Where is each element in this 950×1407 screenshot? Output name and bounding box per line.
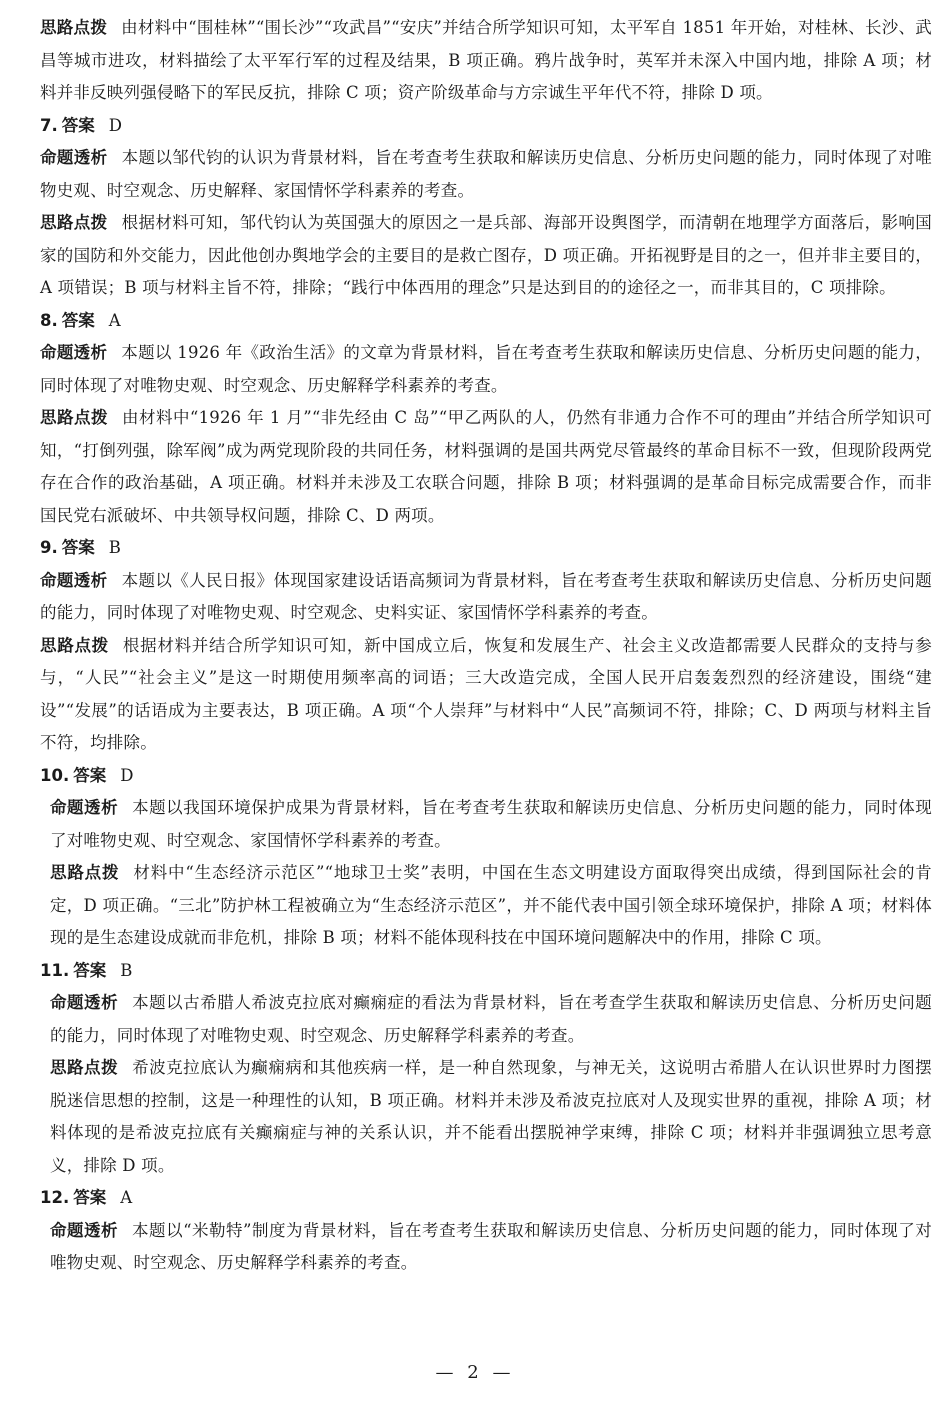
analysis-label: 命题透析 [50, 798, 119, 817]
question-number: 12. [40, 1188, 70, 1207]
answer-value: B [108, 538, 121, 557]
thinking-text: 由材料中“1926 年 1 月”“非先经由 C 岛”“甲乙两队的人，仍然有非通力合作不可的理由”并结合所学知识可知，“打倒列强，除军阀”成为两党现阶段的共同任务，材料强调的是国共两党尽管最终的革命目标不一致，但现阶段两党存在合作的政治基础，A 项正确。材料并未涉及工农联合问题，排除 B 项；材料强调的是革命目标完成需要合作，而非国民党右派破坏、中共领导权问题，排除 C、D 两项。 [40, 408, 932, 525]
analysis-label: 命题透析 [50, 993, 119, 1012]
thinking-label: 思路点拨 [40, 408, 108, 427]
thinking-text: 希波克拉底认为癫痫病和其他疾病一样，是一种自然现象，与神无关，这说明古希腊人在认识世界时力图摆脱迷信思想的控制，这是一种理性的认知，B 项正确。材料并未涉及希波克拉底对人及现实世界的重视，排除 A 项；材料体现的是希波克拉底有关癫痫症与神的关系认识，并不能看出摆脱神学束缚，排除 C 项；材料并非强调独立思考意义，排除 D 项。 [50, 1058, 932, 1175]
question-9-header [40, 532, 932, 565]
analysis-text: 本题以我国环境保护成果为背景材料，旨在考查考生获取和解读历史信息、分析历史问题的能力，同时体现了对唯物史观、时空观念、家国情怀学科素养的考查。 [50, 798, 932, 850]
thinking-text: 根据材料并结合所学知识可知，新中国成立后，恢复和发展生产、社会主义改造都需要人民群众的支持与参与，“人民”“社会主义”是这一时期使用频率高的词语；三大改造完成，全国人民开启轰轰烈烈的经济建设，围绕“建设”“发展”的话语成为主要表达，B 项正确。A 项“个人崇拜”与材料中“人民”高频词不符，排除；C、D 两项与材料主旨不符，均排除。 [40, 635, 932, 752]
question-9-thinking [40, 630, 932, 760]
question-number: 11. [40, 960, 70, 980]
thinking-text: 材料中“生态经济示范区”“地球卫士奖”表明，中国在生态文明建设方面取得突出成绩，得到国际社会的肯定，D 项正确。“三北”防护林工程被确立为“生态经济示范区”，并不能代表中国引领全球环境保护，排除 A 项；材料体现的是生态建设成就而非危机，排除 B 项；材料不能体现科技在中国环境问题解决中的作用，排除 C 项。 [50, 863, 932, 947]
analysis-text: 本题以邹代钧的认识为背景材料，旨在考查考生获取和解读历史信息、分析历史问题的能力，同时体现了对唯物史观、时空观念、历史解释、家国情怀学科素养的考查。 [40, 148, 932, 200]
answer-label: 答案 [61, 115, 95, 135]
analysis-label: 命题透析 [40, 570, 108, 590]
thinking-text: 根据材料可知，邹代钧认为英国强大的原因之一是兵部、海部开设舆图学，而清朝在地理学方面落后，影响国家的国防和外交能力，因此他创办舆地学会的主要目的是救亡图存，D 项正确。开拓视野是目的之一，但并非主要目的，A 项错误；B 项与材料主旨不符，排除；“践行中体西用的理念”只是达到目的的途径之一，而非其目的，C 项排除。 [40, 213, 932, 297]
analysis-text: 本题以 1926 年《政治生活》的文章为背景材料，旨在考查考生获取和解读历史信息、分析历史问题的能力，同时体现了对唯物史观、时空观念、历史解释学科素养的考查。 [40, 343, 932, 395]
analysis-text: 本题以古希腊人希波克拉底对癫痫症的看法为背景材料，旨在考查学生获取和解读历史信息、分析历史问题的能力，同时体现了对唯物史观、时空观念、历史解释学科素养的考查。 [50, 993, 932, 1045]
question-10-header [40, 760, 932, 793]
answer-label: 答案 [73, 960, 107, 980]
question-8-header [40, 305, 932, 338]
intro-thinking [40, 12, 932, 110]
thinking-label: 思路点拨 [50, 863, 120, 882]
answer-label: 答案 [73, 1188, 107, 1207]
analysis-label: 命题透析 [50, 1220, 119, 1240]
answer-value: D [108, 115, 122, 135]
question-7-thinking [40, 207, 932, 305]
answer-label: 答案 [61, 538, 95, 557]
question-12-header [40, 1182, 932, 1215]
analysis-label: 命题透析 [40, 148, 108, 167]
question-7-analysis [40, 142, 932, 207]
question-number: 9. [40, 538, 58, 557]
page-number: — 2 — [435, 1362, 515, 1383]
question-11-analysis [40, 987, 932, 1052]
thinking-label: 思路点拨 [40, 213, 108, 232]
question-10-analysis [40, 792, 932, 857]
answer-value: A [108, 310, 121, 330]
thinking-label: 思路点拨 [40, 18, 108, 37]
question-number: 8. [40, 310, 58, 330]
question-10-thinking [40, 857, 932, 955]
question-number: 7. [40, 115, 58, 135]
thinking-label: 思路点拨 [50, 1058, 119, 1077]
answer-label: 答案 [73, 765, 107, 785]
question-8-analysis [40, 337, 932, 402]
answer-label: 答案 [61, 310, 95, 330]
thinking-label: 思路点拨 [40, 635, 109, 655]
intro-thinking-text: 由材料中“围桂林”“围长沙”“攻武昌”“安庆”并结合所学知识可知，太平军自 1851 年开始，对桂林、长沙、武昌等城市进攻，材料描绘了太平军行军的过程及结果，B 项正确。鸦片战争时，英军并未深入中国内地，排除 A 项；材料并非反映列强侵略下的军民反抗，排除 C 项；资产阶级革命与方宗诚生平年代不符，排除 D 项。 [40, 18, 932, 102]
analysis-label: 命题透析 [40, 343, 108, 362]
question-12-analysis [40, 1215, 932, 1280]
question-11-header [40, 955, 932, 988]
answer-value: D [120, 765, 134, 785]
question-8-thinking [40, 402, 932, 532]
answer-value: B [120, 960, 133, 980]
question-9-analysis [40, 565, 932, 630]
question-7-header [40, 110, 932, 143]
answer-value: A [120, 1188, 133, 1207]
analysis-text: 本题以“米勒特”制度为背景材料，旨在考查考生获取和解读历史信息、分析历史问题的能力，同时体现了对唯物史观、时空观念、历史解释学科素养的考查。 [50, 1220, 932, 1272]
analysis-text: 本题以《人民日报》体现国家建设话语高频词为背景材料，旨在考查考生获取和解读历史信息、分析历史问题的能力，同时体现了对唯物史观、时空观念、史料实证、家国情怀学科素养的考查。 [40, 570, 932, 622]
question-number: 10. [40, 765, 70, 785]
question-11-thinking [40, 1052, 932, 1182]
